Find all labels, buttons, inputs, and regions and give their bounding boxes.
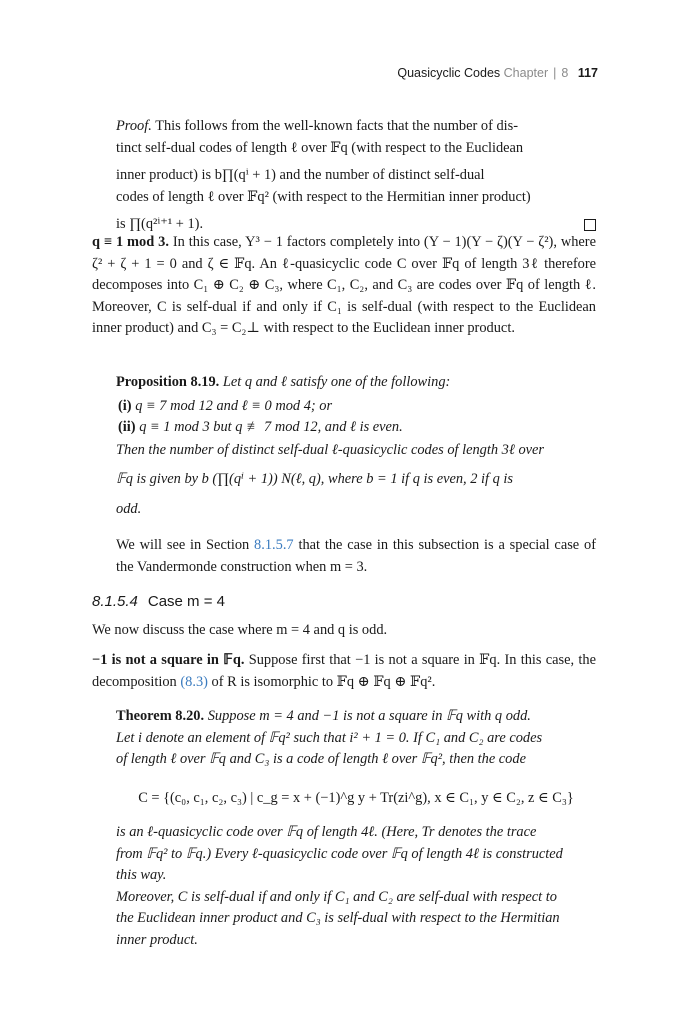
- proof-line-1: Proof. This follows from the well-known facts that the number of dis-: [116, 118, 519, 134]
- nonsquare-lead: −1 is not a square in 𝔽q.: [92, 652, 245, 668]
- proof-block: [116, 116, 596, 236]
- running-head: [397, 66, 598, 80]
- subsection-heading: [92, 593, 225, 610]
- chapter-label: Chapter: [503, 66, 549, 80]
- proposition-conclusion-2: 𝔽q is given by b (∏(qⁱ + 1)) N(ℓ, q), where b = 1 if q is even, 2 if q is: [116, 471, 514, 487]
- theorem-8-20: Theorem 8.20. Suppose m = 4 and −1 is not a square in 𝔽q with q odd. Let i denote an element of 𝔽q² such that i² + 1 = 0. If C₁ and C₂ are codes of length ℓ over 𝔽q and C₃ is a code of length ℓ over 𝔽q², then the code: [116, 706, 596, 771]
- theorem-line-3: of length ℓ over 𝔽q and C₃ is a code of length ℓ over 𝔽q², then the code: [116, 751, 526, 767]
- case-text: In this case, Y³ − 1 factors completely into (Y − 1)(Y − ζ)(Y − ζ²), where ζ² + ζ + 1 = 0 and ζ ∈ 𝔽q. An ℓ-quasicyclic code C over 𝔽q of length 3ℓ therefore decomposes into C₁ ⊕ C₂ ⊕ C₃, where C₁, C₂, and C₃ are codes over 𝔽q of length ℓ. Moreover, C is self-dual if and only if C₁ is self-dual (with respect to the Euclidean inner product) and C₃ = C₂⊥ with respect to the Euclidean inner product.: [92, 234, 596, 336]
- header-separator: |: [553, 66, 557, 80]
- proposition-8-19: [116, 372, 596, 520]
- subsection-number: 8.1.5.4: [92, 593, 138, 610]
- case-lead: q ≡ 1 mod 3.: [92, 234, 169, 250]
- theorem-continuation: [116, 822, 596, 951]
- proposition-conditions: [118, 396, 596, 438]
- section-link[interactable]: 8.1.5.7: [254, 537, 294, 553]
- intro-m4: We now discuss the case where m = 4 and q is odd.: [92, 622, 388, 638]
- theorem-after-4: Moreover, C is self-dual if and only if C₁ and C₂ are self-dual with respect to: [116, 888, 557, 905]
- case-q-1-mod-3: [92, 232, 596, 340]
- theorem-line-2: Let i denote an element of 𝔽q² such that i² + 1 = 0. If C₁ and C₂ are codes: [116, 729, 543, 746]
- proposition-label: Proposition 8.19.: [116, 374, 220, 390]
- condition-1: (i) q ≡ 7 mod 12 and ℓ ≡ 0 mod 4; or: [118, 397, 333, 414]
- theorem-after-3: this way.: [116, 867, 167, 883]
- running-title: Quasicyclic Codes: [397, 66, 501, 80]
- theorem-after-6: inner product.: [116, 931, 198, 948]
- proposition-conclusion-1: Then the number of distinct self-dual ℓ-quasicyclic codes of length 3ℓ over: [116, 441, 545, 458]
- page-number: 117: [577, 66, 598, 80]
- condition-2: (ii) q ≡ 1 mod 3 but q ≢ 7 mod 12, and ℓ is even.: [118, 418, 403, 435]
- proof-lead: Proof.: [116, 118, 152, 134]
- theorem-display-equation: C = {(c₀, c₁, c₂, c₃) | c_g = x + (−1)^g y + Tr(zi^g), x ∈ C₁, y ∈ C₂, z ∈ C₃}: [138, 790, 574, 806]
- equation-link[interactable]: (8.3): [180, 673, 208, 690]
- remark-vandermonde: We will see in Section 8.1.5.7 that the case in this subsection is a special case of the Vandermonde construction when m = 3.: [116, 537, 596, 575]
- nonsquare-case: −1 is not a square in 𝔽q. Suppose first that −1 is not a square in 𝔽q. In this case, the decomposition (8.3) of R is isomorphic to 𝔽q ⊕ 𝔽q ⊕ 𝔽q².: [92, 652, 596, 690]
- proof-line-3: inner product) is b∏(qⁱ + 1) and the number of distinct self-dual: [116, 167, 485, 183]
- proof-line-2: tinct self-dual codes of length ℓ over 𝔽q (with respect to the Euclidean: [116, 139, 524, 156]
- theorem-label: Theorem 8.20.: [116, 708, 205, 724]
- chapter-number: 8: [561, 66, 569, 80]
- proposition-conclusion-3: odd.: [116, 500, 142, 517]
- theorem-after-1: is an ℓ-quasicyclic code over 𝔽q of length 4ℓ. (Here, Tr denotes the trace: [116, 824, 537, 840]
- subsection-title: Case m = 4: [147, 593, 225, 610]
- proposition-intro: Let q and ℓ satisfy one of the following:: [222, 374, 451, 390]
- proof-line-5: is ∏(q²ⁱ⁺¹ + 1).: [116, 214, 596, 236]
- theorem-after-5: the Euclidean inner product and C₃ is self-dual with respect to the Hermitian: [116, 910, 560, 926]
- proof-line-4: codes of length ℓ over 𝔽q² (with respect to the Hermitian inner product): [116, 188, 531, 205]
- theorem-after-2: from 𝔽q² to 𝔽q.) Every ℓ-quasicyclic code over 𝔽q of length 4ℓ is constructed: [116, 845, 563, 862]
- qed-box-icon: [584, 219, 596, 231]
